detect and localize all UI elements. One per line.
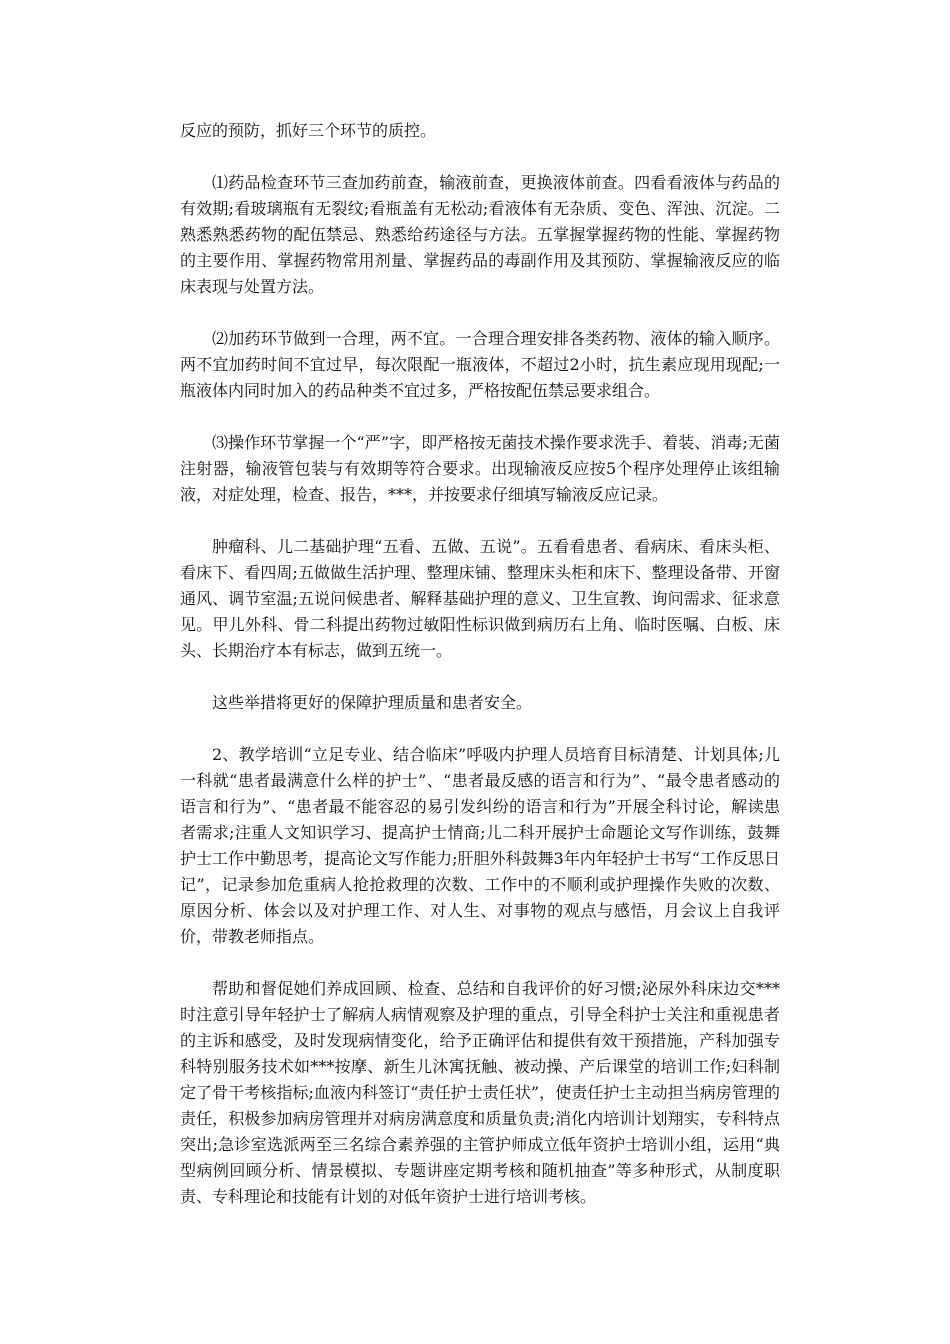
- paragraph-4: ⑶操作环节掌握一个“严”字，即严格按无菌技术操作要求洗手、着装、消毒;无菌注射器，输液管包装与有效期等符合要求。出现输液反应按5个程序处理停止该组输液，对症处理，检查、报告，***，并按要求仔细填写输液反应记录。: [180, 433, 780, 504]
- paragraph-1: 反应的预防，抓好三个环节的质控。: [180, 121, 437, 140]
- paragraph-2: ⑴药品检查环节三查加药前查，输液前查，更换液体前查。四看看液体与药品的有效期;看玻璃瓶有无裂纹;看瓶盖有无松动;看液体有无杂质、变色、浑浊、沉淀。二熟悉熟悉药物的配伍禁忌、熟悉给药途径与方法。五掌握掌握药物的性能、掌握药物的主要作用、掌握药物常用剂量、掌握药品的毒副作用及其预防、掌握输液反应的临床表现与处置方法。: [180, 173, 780, 296]
- document-body: [180, 118, 780, 1236]
- paragraph-8: 帮助和督促她们养成回顾、检查、总结和自我评价的好习惯;泌尿外科床边交***时注意引导年轻护士了解病人病情观察及护理的重点，引导全科护士关注和重视患者的主诉和感受，及时发现病情变化，给予正确评估和提供有效干预措施，产科加强专科特别服务技术如***按摩、新生儿沐寓抚触、被动操、产后课堂的培训工作;妇科制定了骨干考核指标;血液内科签订“责任护士责任状”，使责任护士主动担当病房管理的责任，积极参加病房管理并对病房满意度和质量负责;消化内培训计划翔实，专科特点突出;急诊室选派两至三名综合素养强的主管护师成立低年资护士培训小组，运用“典型病例回顾分析、情景模拟、专题讲座定期考核和随机抽查”等多种形式，从制度职责、专科理论和技能有计划的对低年资护士进行培训考核。: [180, 979, 780, 1206]
- paragraph-7: 2、教学培训“立足专业、结合临床”呼吸内护理人员培育目标清楚、计划具体;儿一科就“患者最满意什么样的护士”、“患者最反感的语言和行为”、“最令患者感动的语言和行为”、“患者最不能容忍的易引发纠纷的语言和行为”开展全科讨论，解读患者需求;注重人文知识学习、提高护士情商;儿二科开展护士命题论文写作训练，鼓舞护士工作中勤思考，提高论文写作能力;肝胆外科鼓舞3年内年轻护士书写“工作反思日记”，记录参加危重病人抢抢救理的次数、工作中的不顺利或护理操作失败的次数、原因分析、体会以及对护理工作、对人生、对事物的观点与感悟，月会议上自我评价，带教老师指点。: [180, 745, 780, 946]
- paragraph-3: ⑵加药环节做到一合理，两不宜。一合理合理安排各类药物、液体的输入顺序。两不宜加药时间不宜过早，每次限配一瓶液体，不超过2小时，抗生素应现用现配;一瓶液体内同时加入的药品种类不宜过多，严格按配伍禁忌要求组合。: [180, 329, 780, 400]
- paragraph-5: 肿瘤科、儿二基础护理“五看、五做、五说”。五看看患者、看病床、看床头柜、看床下、看四周;五做做生活护理、整理床铺、整理床头柜和床下、整理设备带、开窗通风、调节室温;五说问候患者、解释基础护理的意义、卫生宣教、询问需求、征求意见。甲儿外科、骨二科提出药物过敏阳性标识做到病历右上角、临时医嘱、白板、床头、长期治疗本有标志，做到五统一。: [180, 537, 780, 660]
- paragraph-6: 这些举措将更好的保障护理质量和患者安全。: [212, 693, 533, 712]
